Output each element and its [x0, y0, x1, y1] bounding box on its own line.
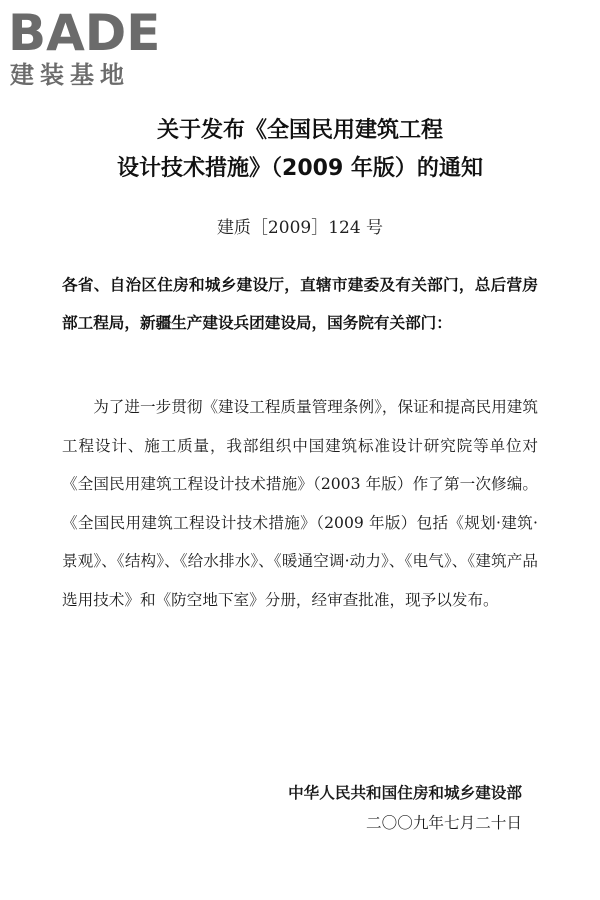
logo-subtitle: 建装基地 [10, 61, 130, 89]
signing-date: 二〇〇九年七月二十日 [366, 814, 522, 832]
logo-mark: BADE [8, 4, 161, 62]
addressee: 各省、自治区住房和城乡建设厅，直辖市建委及有关部门，总后营房部工程局，新疆生产建设兵团建设局，国务院有关部门： [62, 276, 538, 332]
bade-logo [8, 4, 178, 94]
body-paragraph: 为了进一步贯彻《建设工程质量管理条例》，保证和提高民用建筑工程设计、施工质量，我部组织中国建筑标准设计研究院等单位对《全国民用建筑工程设计技术措施》（2003 年版）作了第一次修编。《全国民用建筑工程设计技术措施》（2009 年版）包括《规划·建筑·景观》、《结构》、《给水排水》、《暖通空调·动力》、《电气》、《建筑产品选用技术》和《防空地下室》分册，经审查批准，现予以发布。 [62, 398, 538, 609]
title-line-2: 设计技术措施》（2009 年版）的通知 [117, 156, 483, 181]
signing-organization: 中华人民共和国住房和城乡建设部 [288, 784, 522, 802]
document-number: 建质［2009］124 号 [216, 218, 384, 238]
document-title [60, 112, 540, 188]
title-line-1: 关于发布《全国民用建筑工程 [156, 118, 443, 143]
signature-block [288, 778, 522, 838]
